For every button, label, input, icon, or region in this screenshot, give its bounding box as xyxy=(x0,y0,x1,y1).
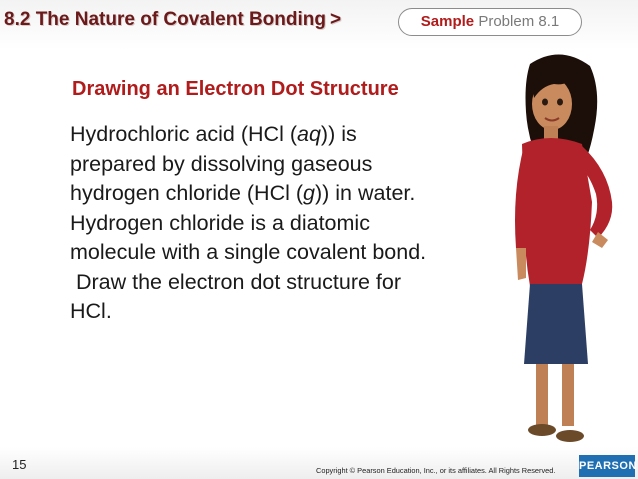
student-character-illustration xyxy=(490,52,630,448)
body-line: molecule with a single covalent bond. xyxy=(70,240,427,264)
sample-problem-tab[interactable] xyxy=(398,8,582,36)
body-line: Hydrochloric acid (HCl (aq)) is xyxy=(70,122,357,146)
body-line: Draw the electron dot structure for xyxy=(70,269,402,294)
page-number: 15 xyxy=(12,457,27,472)
body-line: Hydrogen chloride is a diatomic xyxy=(70,210,370,235)
body-line: HCl. xyxy=(70,299,112,323)
section-arrow: > xyxy=(329,9,342,30)
problem-text xyxy=(70,120,490,327)
section-title-text: 8.2 The Nature of Covalent Bonding xyxy=(4,9,326,30)
sample-keyword: Sample xyxy=(420,13,475,30)
body-line: prepared by dissolving gaseous xyxy=(70,151,373,176)
copyright-notice: Copyright © Pearson Education, Inc., or its affiliates. All Rights Reserved. xyxy=(316,466,556,475)
sample-problem-label: Problem 8.1 xyxy=(478,13,560,30)
section-title xyxy=(4,9,341,31)
slide-heading: Drawing an Electron Dot Structure xyxy=(72,78,399,100)
pearson-logo: PEARSON xyxy=(579,455,635,477)
body-line: hydrogen chloride (HCl (g)) in water. xyxy=(70,181,416,205)
